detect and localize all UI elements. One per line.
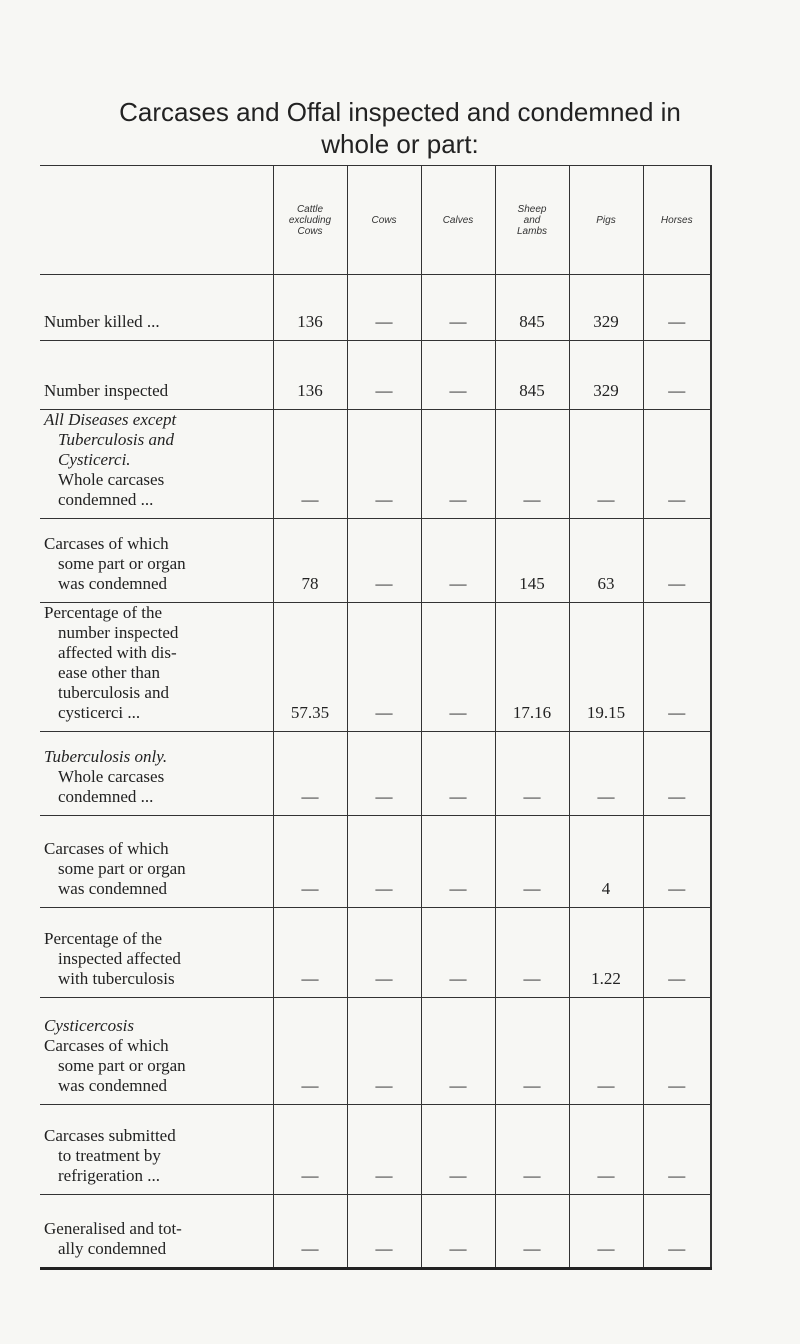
table-cell: — — [347, 908, 421, 998]
table-cell: 63 — [569, 519, 643, 603]
table-cell: — — [569, 1105, 643, 1195]
table-cell: — — [569, 410, 643, 519]
row-label-line: ally condemned — [58, 1239, 167, 1258]
row-label — [40, 341, 273, 410]
table-cell: — — [347, 410, 421, 519]
row-label-line: cysticerci ... — [58, 703, 141, 722]
row-label-line: Percentage of the — [44, 603, 162, 622]
row-label-line: some part or organ — [58, 554, 186, 573]
table-cell: — — [347, 1195, 421, 1269]
table-row — [40, 998, 711, 1105]
table-row — [40, 816, 711, 908]
table-cell: — — [273, 908, 347, 998]
table-cell: — — [643, 998, 711, 1105]
column-header-line: Cattle — [296, 203, 324, 215]
table-cell: 845 — [495, 275, 569, 341]
inspection-table — [40, 165, 712, 1270]
column-header — [421, 166, 495, 275]
table-cell: — — [273, 998, 347, 1105]
row-label — [40, 998, 273, 1105]
column-header-line: Lambs — [516, 225, 547, 237]
column-header-line: Cows — [371, 214, 397, 226]
row-label — [40, 732, 273, 816]
table-cell: — — [643, 908, 711, 998]
table-cell: 329 — [569, 275, 643, 341]
table-body — [40, 275, 711, 1269]
row-label-line: some part or organ — [58, 1056, 186, 1075]
row-label-line: number inspected — [58, 623, 179, 642]
table-cell: 4 — [569, 816, 643, 908]
table-cell: — — [643, 519, 711, 603]
row-label-line: Percentage of the — [44, 929, 162, 948]
table-cell: — — [347, 519, 421, 603]
table-row — [40, 1105, 711, 1195]
column-header — [569, 166, 643, 275]
title-line-2: whole or part: — [321, 129, 479, 159]
table-cell: — — [495, 998, 569, 1105]
row-label-line: Whole carcases — [58, 470, 165, 489]
table-row — [40, 1195, 711, 1269]
row-label-line: Cysticercosis — [44, 1016, 135, 1035]
table-cell: — — [421, 998, 495, 1105]
page-title — [0, 96, 800, 160]
table-cell: — — [643, 1195, 711, 1269]
table-cell: — — [347, 341, 421, 410]
row-label-line: affected with dis- — [58, 643, 177, 662]
column-header-line: Calves — [442, 214, 474, 226]
row-label-line: some part or organ — [58, 859, 186, 878]
column-header — [347, 166, 421, 275]
table-row — [40, 732, 711, 816]
column-header-line: excluding — [288, 214, 332, 226]
table-cell: — — [495, 732, 569, 816]
table-row — [40, 341, 711, 410]
table-cell: — — [569, 998, 643, 1105]
table-cell: — — [273, 1105, 347, 1195]
column-header-line: Pigs — [596, 214, 616, 226]
row-label-line: to treatment by — [58, 1146, 161, 1165]
table-cell: 17.16 — [495, 603, 569, 732]
column-header — [495, 166, 569, 275]
row-label-line: Number killed ... — [44, 312, 160, 331]
table-cell: — — [421, 908, 495, 998]
table-cell: 145 — [495, 519, 569, 603]
row-label-line: Cysticerci. — [58, 450, 131, 469]
table-cell: 136 — [273, 341, 347, 410]
row-label-line: All Diseases except — [44, 410, 177, 429]
table-cell: 19.15 — [569, 603, 643, 732]
row-label-line: Carcases submitted — [44, 1126, 176, 1145]
table-cell: — — [643, 275, 711, 341]
row-label-line: condemned ... — [58, 787, 154, 806]
table-cell: 329 — [569, 341, 643, 410]
table-cell: 1.22 — [569, 908, 643, 998]
row-label-line: with tuberculosis — [58, 969, 175, 988]
table-row — [40, 908, 711, 998]
table-cell: 845 — [495, 341, 569, 410]
table-cell: — — [347, 1105, 421, 1195]
table-cell: — — [643, 410, 711, 519]
table-cell: — — [643, 732, 711, 816]
table-cell: — — [273, 1195, 347, 1269]
table-cell: — — [643, 1105, 711, 1195]
row-label-line: was condemned — [58, 1076, 168, 1095]
table-cell: — — [643, 603, 711, 732]
row-label — [40, 1195, 273, 1269]
row-label-line: refrigeration ... — [58, 1166, 160, 1185]
table-cell: — — [347, 275, 421, 341]
table-cell: — — [495, 908, 569, 998]
table-cell: — — [347, 998, 421, 1105]
table-cell: — — [421, 1105, 495, 1195]
table-cell: — — [421, 410, 495, 519]
table-cell: — — [421, 275, 495, 341]
row-label-line: inspected affected — [58, 949, 181, 968]
row-label-line: condemned ... — [58, 490, 154, 509]
header-blank-cell — [40, 166, 273, 275]
row-label — [40, 908, 273, 998]
row-label — [40, 603, 273, 732]
table-cell: — — [421, 341, 495, 410]
table-cell: — — [421, 519, 495, 603]
table-cell: — — [643, 341, 711, 410]
row-label — [40, 410, 273, 519]
table-cell: — — [273, 732, 347, 816]
table-cell: — — [273, 410, 347, 519]
row-label-line: Carcases of which — [44, 1036, 169, 1055]
column-header-line: Sheep — [517, 203, 547, 215]
title-line-1: Carcases and Offal inspected and condemned in — [119, 97, 681, 127]
table-cell: — — [347, 603, 421, 732]
header-row — [40, 166, 711, 275]
row-label-line: Number inspected — [44, 381, 169, 400]
row-label — [40, 275, 273, 341]
row-label-line: Carcases of which — [44, 534, 169, 553]
table-cell: — — [273, 816, 347, 908]
row-label — [40, 816, 273, 908]
table-cell: — — [421, 732, 495, 816]
row-label-line: ease other than — [58, 663, 160, 682]
row-label-line: Tuberculosis and — [58, 430, 175, 449]
column-header — [643, 166, 711, 275]
table-row — [40, 410, 711, 519]
table-cell: — — [495, 410, 569, 519]
row-label-line: Whole carcases — [58, 767, 165, 786]
table-row — [40, 519, 711, 603]
table-row — [40, 275, 711, 341]
table-cell: — — [495, 1195, 569, 1269]
table-cell: — — [643, 816, 711, 908]
row-label-line: Carcases of which — [44, 839, 169, 858]
table-cell: — — [495, 816, 569, 908]
table-cell: — — [569, 1195, 643, 1269]
row-label-line: Generalised and tot- — [44, 1219, 182, 1238]
table-cell: — — [421, 1195, 495, 1269]
row-label-line: Tuberculosis only. — [44, 747, 168, 766]
table-cell: — — [495, 1105, 569, 1195]
row-label-line: tuberculosis and — [58, 683, 169, 702]
row-label — [40, 1105, 273, 1195]
column-header — [273, 166, 347, 275]
table-cell: — — [569, 732, 643, 816]
row-label — [40, 519, 273, 603]
table-cell: — — [421, 603, 495, 732]
table-row — [40, 603, 711, 732]
column-header-line: Horses — [660, 214, 693, 226]
table-cell: — — [347, 816, 421, 908]
column-header-line: Cows — [297, 225, 323, 237]
row-label-line: was condemned — [58, 574, 168, 593]
table-cell: 57.35 — [273, 603, 347, 732]
column-header-line: and — [523, 214, 541, 226]
table-cell: 136 — [273, 275, 347, 341]
table-cell: — — [347, 732, 421, 816]
table-cell: 78 — [273, 519, 347, 603]
row-label-line: was condemned — [58, 879, 168, 898]
table-cell: — — [421, 816, 495, 908]
